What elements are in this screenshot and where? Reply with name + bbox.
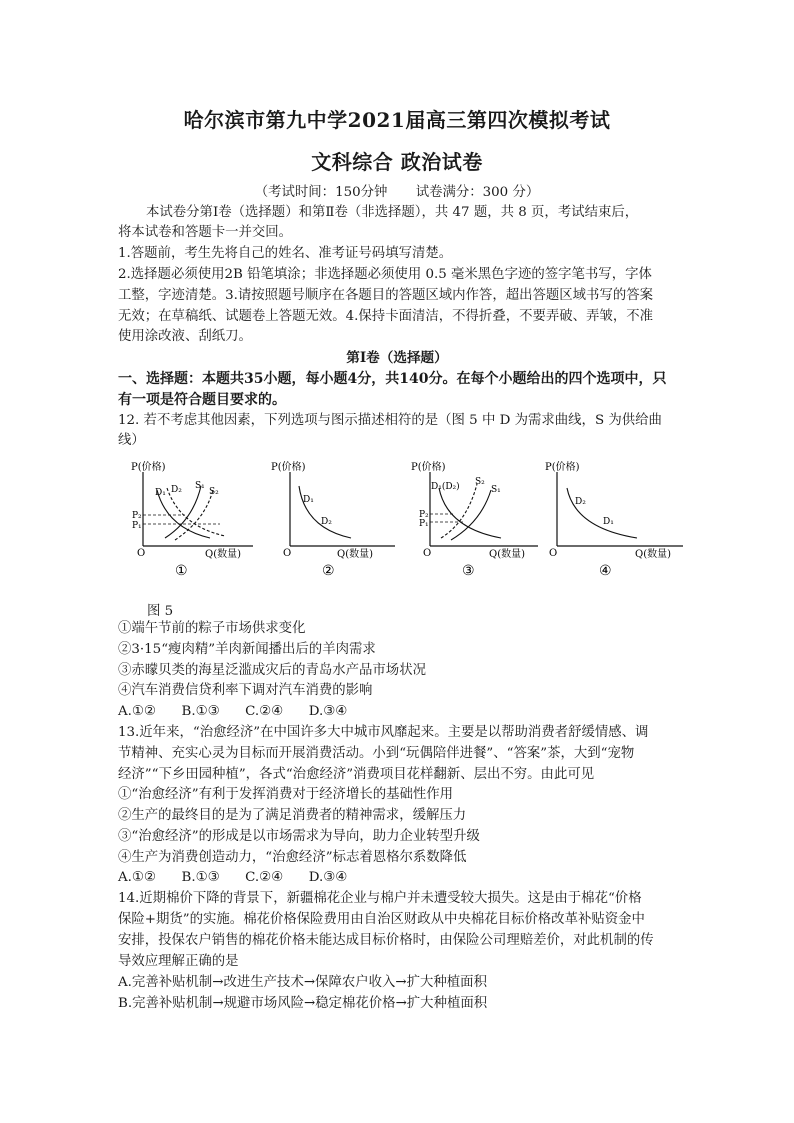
curve-label: D₁(D₂) [431, 482, 460, 492]
y-axis-label: P(价格) [131, 462, 166, 473]
intro-line: 本试卷分第Ⅰ卷（选择题）和第Ⅱ卷（非选择题），共 47 题，共 8 页，考试结束后， [146, 205, 639, 220]
price-label: P₂ [419, 510, 429, 520]
q13-stem: 经济”“下乡田园种植”，各式“治愈经济”消费项目花样翻新、层出不穷。由此可见 [118, 767, 595, 782]
graph-3 [405, 458, 545, 583]
intro-line: 1.答题前，考生先将自己的姓名、准考证号码填写清楚。 [118, 246, 453, 261]
intro-line: 将本试卷和答题卡一并交回。 [118, 225, 293, 240]
x-axis-label: Q(数量) [489, 549, 526, 560]
graph-number: ③ [462, 563, 475, 579]
q12-stem: 12. 若不考虑其他因素，下列选项与图示描述相符的是（图 5 中 D 为需求曲线，S 为供给曲 [118, 413, 662, 428]
q14-stem: 安排，投保农户销售的棉花价格未能达成目标价格时，由保险公司理赔差价，对此机制的传 [118, 933, 654, 948]
curve-label: S₁ [491, 485, 501, 495]
q13-option: ③“治愈经济”的形成是以市场需求为导向，助力企业转型升级 [118, 829, 480, 844]
curve-label: D₂ [575, 497, 586, 507]
q14-option-b: B.完善补贴机制→规避市场风险→稳定棉花价格→扩大种植面积 [118, 996, 488, 1011]
q13-stem: 13.近年来，“治愈经济”在中国许多大中城市风靡起来。主要是以帮助消费者舒缓情感、调 [118, 725, 649, 740]
exam-time: （考试时间：150分钟 [254, 185, 388, 200]
q14-stem: 保险+期货”的实施。棉花价格保险费用由自治区财政从中央棉花目标价格改革补贴资金中 [118, 912, 645, 927]
figure-5 [125, 458, 685, 583]
price-label: P₁ [132, 521, 142, 531]
curve-label: S₂ [475, 477, 485, 487]
intro-line: 使用涂改液、刮纸刀。 [118, 329, 252, 344]
q14-stem: 14.近期棉价下降的背景下，新疆棉花企业与棉户并未遭受较大损失。这是由于棉花“价格 [118, 891, 642, 906]
graph-number: ② [322, 563, 335, 579]
q14-option-a: A.完善补贴机制→改进生产技术→保障农户收入→扩大种植面积 [118, 975, 487, 990]
graph-number: ① [175, 563, 188, 579]
q12-answers: A.①② B.①③ C.②④ D.③④ [118, 704, 348, 719]
price-label: P₁ [419, 519, 429, 529]
intro-line: 无效；在草稿纸、试题卷上答题无效。4.保持卡面清洁，不得折叠，不要弄破、弄皱，不准 [118, 309, 654, 324]
q12-stem: 线） [118, 433, 145, 448]
y-axis-label: P(价格) [271, 462, 306, 473]
y-axis-label: P(价格) [545, 462, 580, 473]
curve-label: S₂ [209, 487, 219, 497]
curve-label: S₁ [195, 481, 205, 491]
q12-option: ②3·15“瘦肉精”羊肉新闻播出后的羊肉需求 [118, 642, 376, 657]
q13-option: ①“治愈经济”有利于发挥消费对于经济增长的基础性作用 [118, 787, 454, 802]
curve-label: D₁ [603, 517, 614, 527]
exam-meta [0, 181, 794, 200]
x-axis-label: Q(数量) [205, 549, 242, 560]
x-axis-label: Q(数量) [635, 549, 672, 560]
price-label: P₂ [132, 511, 142, 521]
origin-label: O [283, 548, 292, 559]
curve-label: D₁ [303, 495, 314, 505]
intro-line: 2.选择题必须使用2B 铅笔填涂；非选择题必须使用 0.5 毫米黑色字迹的签字笔书写，字体 [118, 267, 652, 282]
full-score: 试卷满分：300 分） [415, 185, 540, 200]
origin-label: O [549, 548, 558, 559]
curve-label: D₂ [171, 485, 182, 495]
q13-option: ④生产为消费创造动力，“治愈经济”标志着恩格尔系数降低 [118, 850, 467, 865]
y-axis-label: P(价格) [411, 462, 446, 473]
x-axis-label: Q(数量) [337, 549, 374, 560]
section-instruction: 有一项是符合题目要求的。 [118, 392, 286, 408]
graph-2 [265, 458, 405, 583]
q13-answers: A.①② B.①③ C.②④ D.③④ [118, 870, 348, 885]
exam-subtitle: 文科综合 政治试卷 [311, 150, 483, 174]
q13-stem: 节精神、充实心灵为目标而开展消费活动。小到“玩偶陪伴进餐”、“答案”茶，大到“宠物 [118, 746, 635, 761]
q13-option: ②生产的最终目的是为了满足消费者的精神需求，缓解压力 [118, 808, 467, 823]
q12-option: ④汽车消费信贷利率下调对汽车消费的影响 [118, 683, 373, 698]
intro-line: 工整，字迹清楚。3.请按照题号顺序在各题目的答题区域内作答，超出答题区域书写的答案 [118, 288, 654, 303]
curve-label: D₁ [155, 488, 166, 498]
q12-option: ①端午节前的粽子市场供求变化 [118, 621, 306, 636]
exam-title: 哈尔滨市第九中学2021届高三第四次模拟考试 [183, 108, 611, 132]
graph-4 [545, 458, 685, 583]
section-title: 第Ⅰ卷（选择题） [346, 350, 448, 366]
graph-1 [125, 458, 265, 583]
q12-option: ③赤曚贝类的海星泛滥成灾后的青岛水产品市场状况 [118, 663, 426, 678]
origin-label: O [423, 548, 432, 559]
figure-caption: 图 5 [147, 604, 174, 619]
q14-stem: 导效应理解正确的是 [118, 954, 239, 969]
origin-label: O [137, 548, 146, 559]
graph-number: ④ [599, 563, 612, 579]
section-instruction: 一、选择题：本题共35小题，每小题4分，共140分。在每个小题给出的四个选项中，只 [118, 371, 667, 387]
curve-label: D₂ [321, 517, 332, 527]
